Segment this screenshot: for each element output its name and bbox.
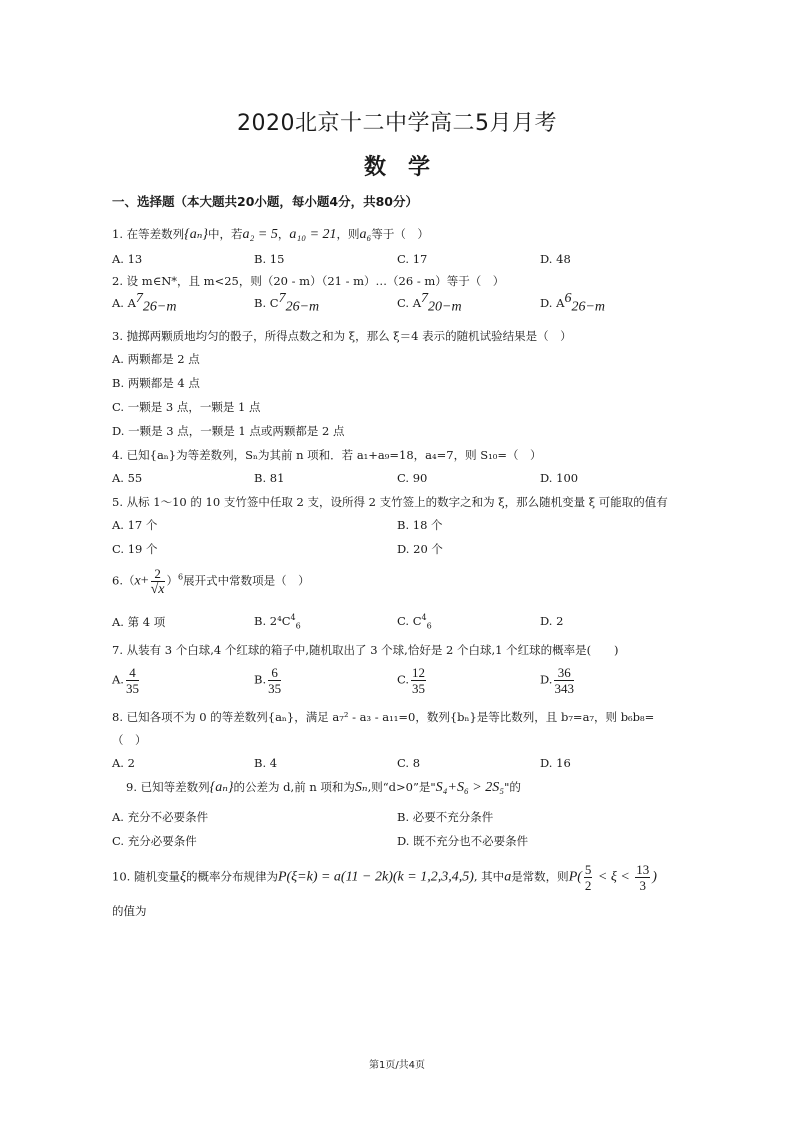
question-5-option-b: B. 18 个 <box>397 518 443 532</box>
subject-title: 数 学 <box>363 155 430 180</box>
question-4-option-a: A. 55 <box>112 471 143 485</box>
question-8-stem: 8. 已知各项不为 0 的等差数列{aₙ}，满足 a₇² - a₃ - a₁₁=0，数列{bₙ}是等比数列，且 b₇=a₇，则 b₆b₈= <box>112 710 655 724</box>
question-6-option-b: B. $2^4C^4_6$ <box>254 613 301 631</box>
question-3-option-a: A. 两颗都是 2 点 <box>112 352 200 366</box>
question-3-option-c: C. 一颗是 3 点，一颗是 1 点 <box>112 400 261 414</box>
question-7-option-d: D. $\frac{36}{343}$ <box>540 665 574 696</box>
question-6-option-d: D. 2 <box>540 614 564 628</box>
question-9-option-d: D. 既不充分也不必要条件 <box>397 834 529 848</box>
question-4-option-b: B. 81 <box>254 471 285 485</box>
question-6-option-c: C. $C^4_6$ <box>397 613 432 631</box>
question-2-option-b: B. $C^7_{26-m}$ <box>254 291 320 315</box>
question-9-option-c: C. 充分必要条件 <box>112 834 197 848</box>
question-8-option-a: A. 2 <box>112 756 135 770</box>
question-4-option-d: D. 100 <box>540 471 579 485</box>
question-7-option-c: C. $\frac{12}{35}$ <box>397 665 426 696</box>
question-10-stem-cont: 的值为 <box>112 904 147 918</box>
question-2-option-c: C. $A^7_{20-m}$ <box>397 291 462 315</box>
question-9-stem: 9. 已知等差数列{aₙ}的公差为 d,前 n 项和为Sₙ,则“d>0”是"S₄+S₆ > 2S₅"的 <box>126 780 521 795</box>
question-9-option-b: B. 必要不充分条件 <box>397 810 494 824</box>
page-footer: 第1页/共4页 <box>368 1060 426 1071</box>
section-heading: 一、选择题（本大题共20小题，每小题4分，共80分） <box>112 194 418 209</box>
question-8-option-d: D. 16 <box>540 756 571 770</box>
question-6-option-a: A. 第 4 项 <box>112 615 166 629</box>
question-4-option-c: C. 90 <box>397 471 428 485</box>
question-9-option-a: A. 充分不必要条件 <box>112 810 209 824</box>
question-7-option-a: A. $\frac{4}{35}$ <box>112 665 139 696</box>
question-1-option-d: D. 48 <box>540 252 571 266</box>
question-8-option-c: C. 8 <box>397 756 421 770</box>
question-10-stem: 10. 随机变量ξ的概率分布规律为P(ξ=k) = a(11 − 2k)(k = 1,2,3,4,5), 其中a是常数，则P( $\frac{5}{2}$ < ξ < $\frac{13}{3}$ ) <box>112 862 657 893</box>
question-5-option-a: A. 17 个 <box>112 518 158 532</box>
exam-title: 2020北京十二中学高二5月月考 <box>237 111 557 136</box>
question-2-option-d: D. $A^6_{26-m}$ <box>540 291 605 315</box>
question-3-option-d: D. 一颗是 3 点，一颗是 1 点或两颗都是 2 点 <box>112 424 345 438</box>
question-8-stem-cont: （ ） <box>112 733 147 747</box>
fraction-2-over-sqrt-x: $\frac{2}{√x}$ <box>150 566 165 597</box>
question-5-stem: 5. 从标 1～10 的 10 支竹签中任取 2 支，设所得 2 支竹签上的数字之和为 ξ，那么随机变量 ξ 可能取的值有 <box>112 495 668 509</box>
question-6-stem: 6.（x+ $\frac{2}{√x}$ ）$^6$展开式中常数项是（ ） <box>112 566 310 597</box>
question-1-stem: 1. 在等差数列{aₙ}中，若a₂ = 5，a₁₀ = 21，则a₆等于（ ） <box>112 227 429 242</box>
question-7-stem: 7. 从装有 3 个白球,4 个红球的箱子中,随机取出了 3 个球,恰好是 2 个白球,1 个红球的概率是( ) <box>112 643 619 657</box>
question-2-stem: 2. 设 m∈N*，且 m<25，则（20 - m）（21 - m）…（26 - m）等于（ ） <box>112 274 505 288</box>
question-2-option-a: A. $A^7_{26-m}$ <box>112 291 177 315</box>
question-1-option-a: A. 13 <box>112 252 143 266</box>
question-5-option-d: D. 20 个 <box>397 542 443 556</box>
question-3-stem: 3. 抛掷两颗质地均匀的骰子，所得点数之和为 ξ，那么 ξ＝4 表示的随机试验结果是（ ） <box>112 329 572 343</box>
question-5-option-c: C. 19 个 <box>112 542 158 556</box>
question-7-option-b: B. $\frac{6}{35}$ <box>254 665 282 696</box>
question-1-option-c: C. 17 <box>397 252 428 266</box>
question-1-option-b: B. 15 <box>254 252 285 266</box>
question-4-stem: 4. 已知{aₙ}为等差数列，Sₙ为其前 n 项和．若 a₁+a₉=18，a₄=7，则 S₁₀=（ ） <box>112 448 542 462</box>
question-8-option-b: B. 4 <box>254 756 278 770</box>
question-3-option-b: B. 两颗都是 4 点 <box>112 376 200 390</box>
